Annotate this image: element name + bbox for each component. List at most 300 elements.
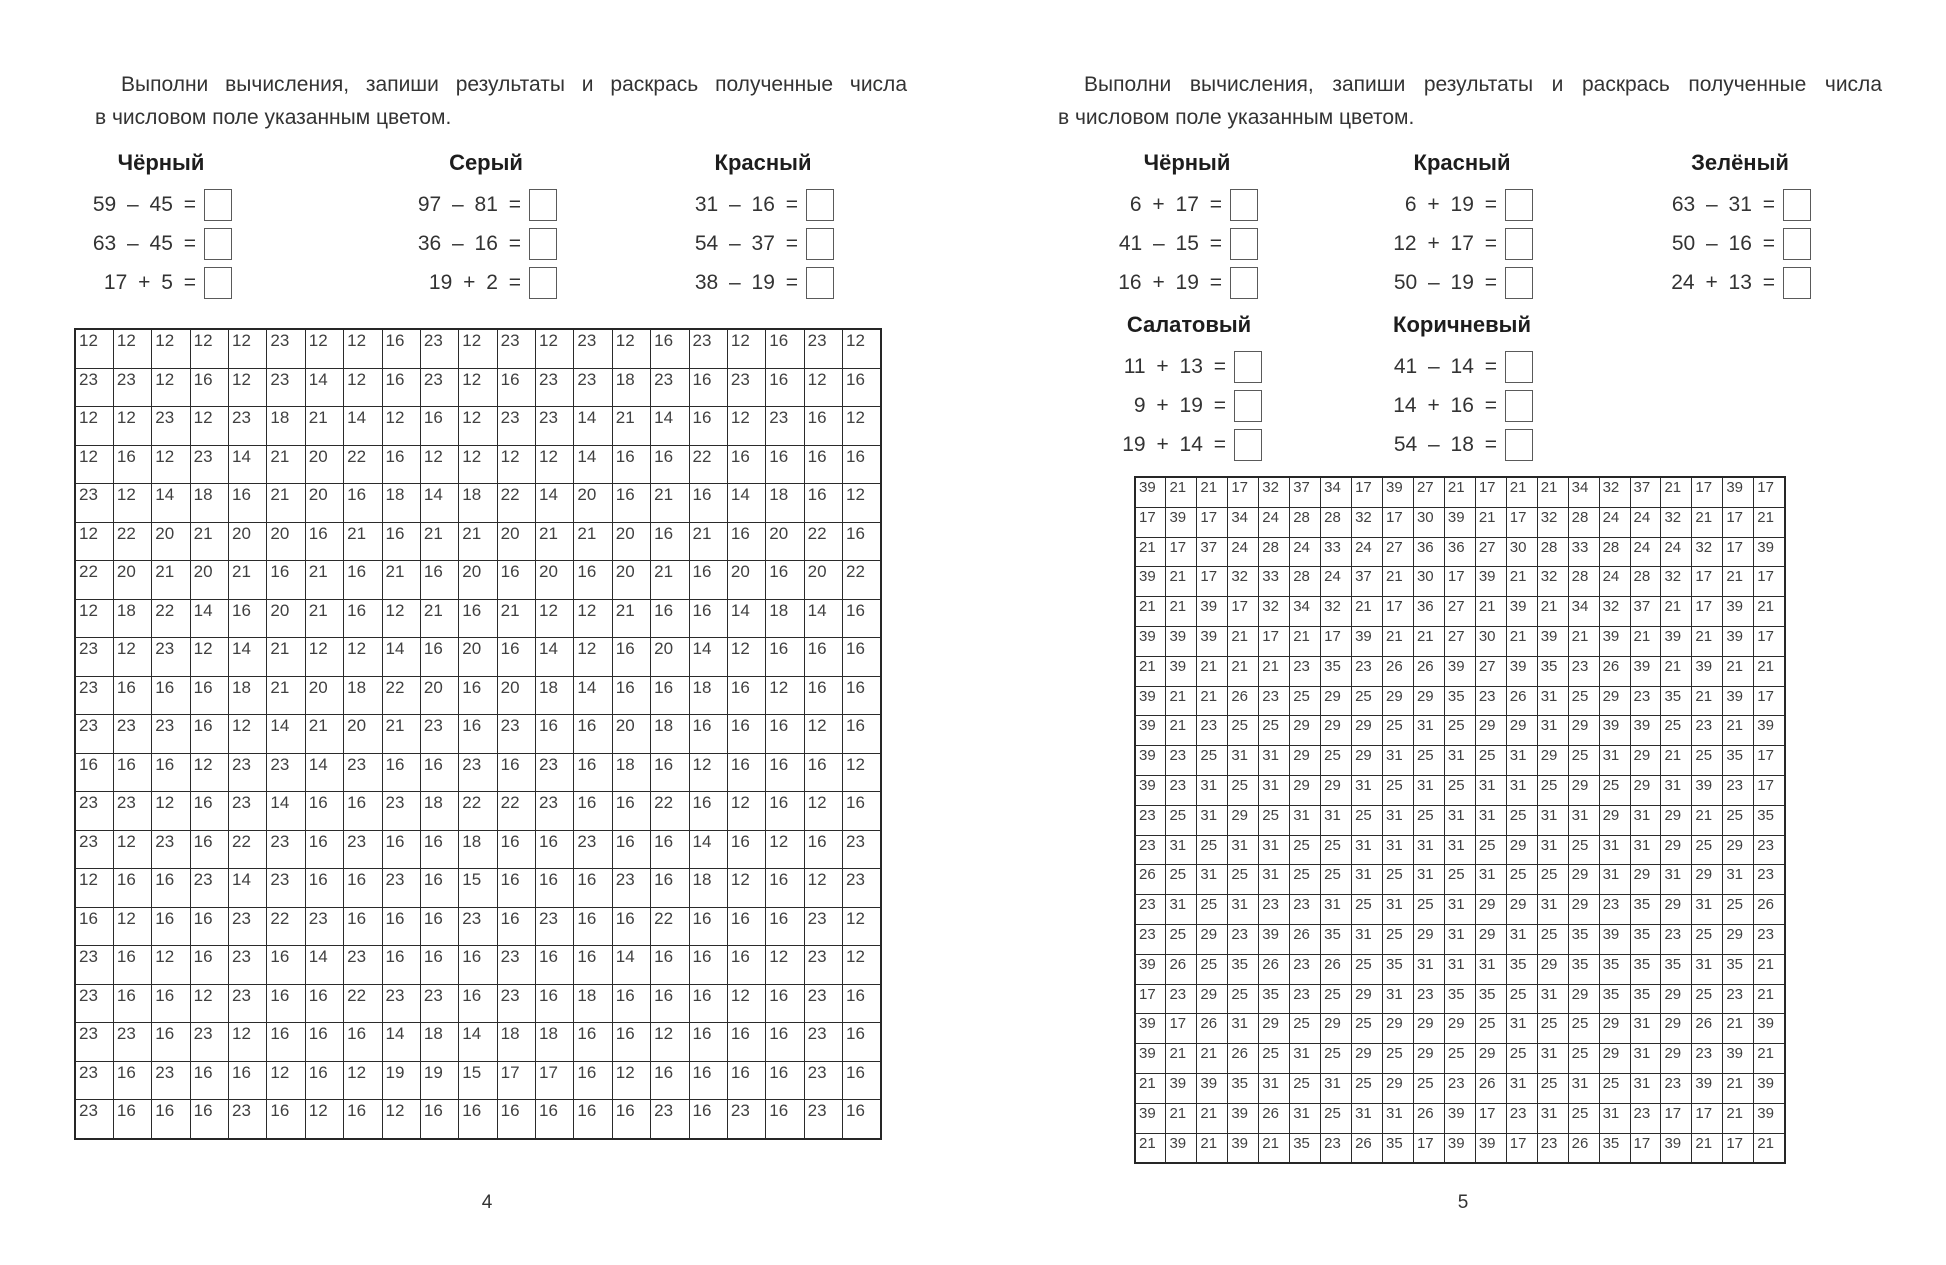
grid-cell[interactable]: 31 <box>1537 805 1568 835</box>
grid-cell[interactable]: 16 <box>612 984 650 1023</box>
grid-cell[interactable]: 34 <box>1290 597 1321 627</box>
grid-cell[interactable]: 12 <box>190 329 228 368</box>
grid-cell[interactable]: 25 <box>1228 984 1259 1014</box>
grid-cell[interactable]: 16 <box>651 869 689 908</box>
grid-cell[interactable]: 16 <box>727 715 765 754</box>
grid-cell[interactable]: 21 <box>305 715 343 754</box>
grid-cell[interactable]: 31 <box>1228 1014 1259 1044</box>
grid-cell[interactable]: 17 <box>1754 567 1785 597</box>
grid-cell[interactable]: 23 <box>804 907 842 946</box>
grid-cell[interactable]: 16 <box>190 676 228 715</box>
grid-cell[interactable]: 23 <box>497 715 535 754</box>
grid-cell[interactable]: 23 <box>536 407 574 446</box>
grid-cell[interactable]: 12 <box>843 484 882 523</box>
grid-cell[interactable]: 23 <box>1754 865 1785 895</box>
grid-cell[interactable]: 16 <box>574 1023 612 1062</box>
grid-cell[interactable]: 21 <box>1661 597 1692 627</box>
grid-cell[interactable]: 25 <box>1383 1044 1414 1074</box>
grid-cell[interactable]: 21 <box>1630 626 1661 656</box>
grid-cell[interactable]: 24 <box>1630 507 1661 537</box>
grid-cell[interactable]: 16 <box>574 907 612 946</box>
grid-cell[interactable]: 12 <box>727 869 765 908</box>
grid-cell[interactable]: 16 <box>305 869 343 908</box>
grid-cell[interactable]: 16 <box>420 946 458 985</box>
grid-cell[interactable]: 22 <box>497 792 535 831</box>
grid-cell[interactable]: 17 <box>1135 984 1166 1014</box>
answer-box[interactable] <box>529 228 557 260</box>
grid-cell[interactable]: 28 <box>1537 537 1568 567</box>
grid-cell[interactable]: 23 <box>190 869 228 908</box>
grid-cell[interactable]: 39 <box>1135 477 1166 507</box>
grid-cell[interactable]: 12 <box>382 599 420 638</box>
grid-cell[interactable]: 12 <box>843 753 882 792</box>
grid-cell[interactable]: 23 <box>1754 835 1785 865</box>
grid-cell[interactable]: 39 <box>1135 1014 1166 1044</box>
grid-cell[interactable]: 25 <box>1352 895 1383 925</box>
grid-cell[interactable]: 31 <box>1413 865 1444 895</box>
answer-box[interactable] <box>1230 267 1258 299</box>
grid-cell[interactable]: 31 <box>1661 775 1692 805</box>
grid-cell[interactable]: 39 <box>1135 1044 1166 1074</box>
grid-cell[interactable]: 14 <box>344 407 382 446</box>
grid-cell[interactable]: 39 <box>1444 656 1475 686</box>
grid-cell[interactable]: 23 <box>420 368 458 407</box>
grid-cell[interactable]: 21 <box>1228 626 1259 656</box>
grid-cell[interactable]: 16 <box>612 907 650 946</box>
grid-cell[interactable]: 16 <box>113 1100 151 1139</box>
answer-box[interactable] <box>1505 267 1533 299</box>
grid-cell[interactable]: 21 <box>574 522 612 561</box>
grid-cell[interactable]: 17 <box>1754 775 1785 805</box>
grid-cell[interactable]: 29 <box>1599 686 1630 716</box>
grid-cell[interactable]: 12 <box>574 599 612 638</box>
grid-cell[interactable]: 23 <box>1290 895 1321 925</box>
grid-cell[interactable]: 39 <box>1135 567 1166 597</box>
grid-cell[interactable]: 16 <box>229 1061 267 1100</box>
grid-cell[interactable]: 30 <box>1413 567 1444 597</box>
grid-cell[interactable]: 17 <box>1661 1103 1692 1133</box>
grid-cell[interactable]: 14 <box>305 753 343 792</box>
grid-cell[interactable]: 20 <box>344 715 382 754</box>
grid-cell[interactable]: 31 <box>1197 775 1228 805</box>
grid-cell[interactable]: 39 <box>1166 1133 1197 1163</box>
grid-cell[interactable]: 12 <box>727 984 765 1023</box>
grid-cell[interactable]: 26 <box>1321 954 1352 984</box>
grid-cell[interactable]: 16 <box>574 1061 612 1100</box>
grid-cell[interactable]: 16 <box>804 676 842 715</box>
grid-cell[interactable]: 22 <box>459 792 497 831</box>
grid-cell[interactable]: 16 <box>420 638 458 677</box>
grid-cell[interactable]: 31 <box>1723 865 1754 895</box>
grid-cell[interactable]: 23 <box>1135 924 1166 954</box>
grid-cell[interactable]: 21 <box>1135 1073 1166 1103</box>
grid-cell[interactable]: 16 <box>420 869 458 908</box>
grid-cell[interactable]: 23 <box>1444 1073 1475 1103</box>
grid-cell[interactable]: 20 <box>766 522 804 561</box>
grid-cell[interactable]: 23 <box>1661 924 1692 954</box>
grid-cell[interactable]: 23 <box>113 715 151 754</box>
grid-cell[interactable]: 12 <box>75 407 113 446</box>
grid-cell[interactable]: 15 <box>459 1061 497 1100</box>
grid-cell[interactable]: 29 <box>1537 746 1568 776</box>
grid-cell[interactable]: 26 <box>1166 954 1197 984</box>
grid-cell[interactable]: 25 <box>1413 895 1444 925</box>
grid-cell[interactable]: 23 <box>1630 686 1661 716</box>
grid-cell[interactable]: 24 <box>1352 537 1383 567</box>
grid-cell[interactable]: 29 <box>1259 1014 1290 1044</box>
grid-cell[interactable]: 36 <box>1413 537 1444 567</box>
grid-cell[interactable]: 21 <box>267 445 305 484</box>
answer-box[interactable] <box>204 228 232 260</box>
grid-cell[interactable]: 16 <box>843 984 882 1023</box>
grid-cell[interactable]: 35 <box>1661 954 1692 984</box>
grid-cell[interactable]: 21 <box>1506 477 1537 507</box>
grid-cell[interactable]: 16 <box>689 984 727 1023</box>
grid-cell[interactable]: 16 <box>804 445 842 484</box>
grid-cell[interactable]: 18 <box>766 599 804 638</box>
grid-cell[interactable]: 12 <box>75 599 113 638</box>
grid-cell[interactable]: 16 <box>574 869 612 908</box>
grid-cell[interactable]: 21 <box>1506 567 1537 597</box>
grid-cell[interactable]: 16 <box>152 676 190 715</box>
grid-cell[interactable]: 16 <box>382 946 420 985</box>
grid-cell[interactable]: 14 <box>382 638 420 677</box>
grid-cell[interactable]: 18 <box>267 407 305 446</box>
grid-cell[interactable]: 22 <box>75 561 113 600</box>
grid-cell[interactable]: 29 <box>1197 984 1228 1014</box>
grid-cell[interactable]: 14 <box>267 715 305 754</box>
grid-cell[interactable]: 21 <box>1723 1014 1754 1044</box>
grid-cell[interactable]: 12 <box>113 638 151 677</box>
grid-cell[interactable]: 25 <box>1568 1014 1599 1044</box>
grid-cell[interactable]: 16 <box>612 484 650 523</box>
grid-cell[interactable]: 23 <box>1630 1103 1661 1133</box>
grid-cell[interactable]: 12 <box>843 946 882 985</box>
grid-cell[interactable]: 29 <box>1352 1044 1383 1074</box>
grid-cell[interactable]: 16 <box>651 329 689 368</box>
grid-cell[interactable]: 22 <box>382 676 420 715</box>
grid-cell[interactable]: 16 <box>766 329 804 368</box>
grid-cell[interactable]: 29 <box>1661 895 1692 925</box>
grid-cell[interactable]: 17 <box>1506 1133 1537 1163</box>
grid-cell[interactable]: 26 <box>1259 954 1290 984</box>
grid-cell[interactable]: 21 <box>305 407 343 446</box>
grid-cell[interactable]: 26 <box>1259 1103 1290 1133</box>
grid-cell[interactable]: 18 <box>612 753 650 792</box>
grid-cell[interactable]: 31 <box>1444 835 1475 865</box>
grid-cell[interactable]: 25 <box>1506 865 1537 895</box>
grid-cell[interactable]: 16 <box>229 484 267 523</box>
grid-cell[interactable]: 23 <box>804 1023 842 1062</box>
grid-cell[interactable]: 21 <box>1754 984 1785 1014</box>
answer-box[interactable] <box>1505 390 1533 422</box>
grid-cell[interactable]: 24 <box>1228 537 1259 567</box>
grid-cell[interactable]: 16 <box>344 869 382 908</box>
grid-cell[interactable]: 31 <box>1692 895 1723 925</box>
grid-cell[interactable]: 39 <box>1135 746 1166 776</box>
grid-cell[interactable]: 16 <box>651 445 689 484</box>
grid-cell[interactable]: 21 <box>1166 716 1197 746</box>
answer-box[interactable] <box>1230 228 1258 260</box>
grid-cell[interactable]: 24 <box>1321 567 1352 597</box>
grid-cell[interactable]: 31 <box>1413 835 1444 865</box>
grid-cell[interactable]: 12 <box>152 792 190 831</box>
grid-cell[interactable]: 29 <box>1383 1073 1414 1103</box>
grid-cell[interactable]: 28 <box>1321 507 1352 537</box>
grid-cell[interactable]: 23 <box>152 715 190 754</box>
grid-cell[interactable]: 23 <box>75 1061 113 1100</box>
grid-cell[interactable]: 12 <box>727 792 765 831</box>
grid-cell[interactable]: 12 <box>612 1061 650 1100</box>
grid-cell[interactable]: 32 <box>1352 507 1383 537</box>
grid-cell[interactable]: 21 <box>305 561 343 600</box>
grid-cell[interactable]: 12 <box>459 407 497 446</box>
grid-cell[interactable]: 23 <box>536 907 574 946</box>
grid-cell[interactable]: 17 <box>1754 746 1785 776</box>
grid-cell[interactable]: 31 <box>1537 716 1568 746</box>
grid-cell[interactable]: 12 <box>344 368 382 407</box>
grid-cell[interactable]: 23 <box>75 984 113 1023</box>
grid-cell[interactable]: 16 <box>382 830 420 869</box>
grid-cell[interactable]: 31 <box>1599 865 1630 895</box>
grid-cell[interactable]: 21 <box>1352 597 1383 627</box>
grid-cell[interactable]: 29 <box>1599 805 1630 835</box>
grid-cell[interactable]: 25 <box>1228 865 1259 895</box>
grid-cell[interactable]: 25 <box>1537 924 1568 954</box>
grid-cell[interactable]: 31 <box>1506 775 1537 805</box>
grid-cell[interactable]: 16 <box>574 715 612 754</box>
grid-cell[interactable]: 23 <box>75 1023 113 1062</box>
grid-cell[interactable]: 22 <box>651 907 689 946</box>
grid-cell[interactable]: 34 <box>1228 507 1259 537</box>
grid-cell[interactable]: 23 <box>1259 895 1290 925</box>
grid-cell[interactable]: 36 <box>1413 597 1444 627</box>
grid-cell[interactable]: 26 <box>1692 1014 1723 1044</box>
grid-cell[interactable]: 39 <box>1754 537 1785 567</box>
grid-cell[interactable]: 20 <box>229 522 267 561</box>
grid-cell[interactable]: 14 <box>305 368 343 407</box>
grid-cell[interactable]: 23 <box>727 1100 765 1139</box>
grid-cell[interactable]: 29 <box>1661 835 1692 865</box>
grid-cell[interactable]: 23 <box>75 715 113 754</box>
answer-box[interactable] <box>529 267 557 299</box>
grid-cell[interactable]: 35 <box>1599 984 1630 1014</box>
grid-cell[interactable]: 28 <box>1290 567 1321 597</box>
grid-cell[interactable]: 29 <box>1506 716 1537 746</box>
grid-cell[interactable]: 25 <box>1228 716 1259 746</box>
grid-cell[interactable]: 12 <box>344 1061 382 1100</box>
grid-cell[interactable]: 16 <box>190 907 228 946</box>
grid-cell[interactable]: 27 <box>1444 597 1475 627</box>
grid-cell[interactable]: 29 <box>1568 775 1599 805</box>
grid-cell[interactable]: 18 <box>689 869 727 908</box>
grid-cell[interactable]: 16 <box>843 445 882 484</box>
grid-cell[interactable]: 25 <box>1197 895 1228 925</box>
grid-cell[interactable]: 20 <box>305 484 343 523</box>
grid-cell[interactable]: 37 <box>1352 567 1383 597</box>
grid-cell[interactable]: 21 <box>1661 477 1692 507</box>
grid-cell[interactable]: 31 <box>1444 895 1475 925</box>
grid-cell[interactable]: 29 <box>1475 924 1506 954</box>
grid-cell[interactable]: 14 <box>229 638 267 677</box>
grid-cell[interactable]: 25 <box>1413 1073 1444 1103</box>
grid-cell[interactable]: 23 <box>267 869 305 908</box>
grid-cell[interactable]: 16 <box>536 830 574 869</box>
grid-cell[interactable]: 17 <box>1692 1103 1723 1133</box>
grid-cell[interactable]: 35 <box>1506 954 1537 984</box>
grid-cell[interactable]: 12 <box>382 407 420 446</box>
grid-cell[interactable]: 25 <box>1537 1014 1568 1044</box>
grid-cell[interactable]: 21 <box>1692 805 1723 835</box>
grid-cell[interactable]: 16 <box>305 984 343 1023</box>
grid-cell[interactable]: 17 <box>1259 626 1290 656</box>
grid-cell[interactable]: 22 <box>651 792 689 831</box>
grid-cell[interactable]: 16 <box>689 484 727 523</box>
grid-cell[interactable]: 39 <box>1754 1014 1785 1044</box>
grid-cell[interactable]: 17 <box>1723 507 1754 537</box>
grid-cell[interactable]: 16 <box>727 830 765 869</box>
grid-cell[interactable]: 21 <box>229 561 267 600</box>
grid-cell[interactable]: 21 <box>536 522 574 561</box>
answer-box[interactable] <box>204 267 232 299</box>
grid-cell[interactable]: 21 <box>1568 626 1599 656</box>
grid-cell[interactable]: 35 <box>1228 1073 1259 1103</box>
grid-cell[interactable]: 34 <box>1568 477 1599 507</box>
grid-cell[interactable]: 16 <box>804 484 842 523</box>
grid-cell[interactable]: 16 <box>382 522 420 561</box>
grid-cell[interactable]: 26 <box>1135 865 1166 895</box>
grid-cell[interactable]: 23 <box>152 830 190 869</box>
grid-cell[interactable]: 32 <box>1259 477 1290 507</box>
grid-cell[interactable]: 29 <box>1228 805 1259 835</box>
grid-cell[interactable]: 20 <box>574 484 612 523</box>
grid-cell[interactable]: 21 <box>1754 1133 1785 1163</box>
grid-cell[interactable]: 29 <box>1475 895 1506 925</box>
grid-cell[interactable]: 14 <box>190 599 228 638</box>
grid-cell[interactable]: 12 <box>459 329 497 368</box>
grid-cell[interactable]: 28 <box>1599 537 1630 567</box>
grid-cell[interactable]: 16 <box>651 676 689 715</box>
grid-cell[interactable]: 17 <box>1754 626 1785 656</box>
grid-cell[interactable]: 16 <box>843 1023 882 1062</box>
grid-cell[interactable]: 39 <box>1723 597 1754 627</box>
grid-cell[interactable]: 23 <box>1290 984 1321 1014</box>
grid-cell[interactable]: 23 <box>229 792 267 831</box>
grid-cell[interactable]: 16 <box>344 561 382 600</box>
answer-box[interactable] <box>1234 390 1262 422</box>
grid-cell[interactable]: 31 <box>1444 924 1475 954</box>
grid-cell[interactable]: 12 <box>612 329 650 368</box>
grid-cell[interactable]: 29 <box>1475 716 1506 746</box>
grid-cell[interactable]: 25 <box>1692 746 1723 776</box>
grid-cell[interactable]: 12 <box>420 445 458 484</box>
grid-cell[interactable]: 16 <box>113 753 151 792</box>
grid-cell[interactable]: 17 <box>1197 567 1228 597</box>
grid-cell[interactable]: 23 <box>190 445 228 484</box>
grid-cell[interactable]: 21 <box>1166 477 1197 507</box>
grid-cell[interactable]: 18 <box>574 984 612 1023</box>
grid-cell[interactable]: 21 <box>651 561 689 600</box>
grid-cell[interactable]: 16 <box>152 907 190 946</box>
grid-cell[interactable]: 23 <box>459 753 497 792</box>
grid-cell[interactable]: 24 <box>1599 507 1630 537</box>
grid-cell[interactable]: 23 <box>1352 656 1383 686</box>
grid-cell[interactable]: 16 <box>344 907 382 946</box>
grid-cell[interactable]: 32 <box>1537 507 1568 537</box>
grid-cell[interactable]: 25 <box>1506 1044 1537 1074</box>
grid-cell[interactable]: 14 <box>152 484 190 523</box>
grid-cell[interactable]: 16 <box>305 792 343 831</box>
grid-cell[interactable]: 14 <box>459 1023 497 1062</box>
grid-cell[interactable]: 16 <box>267 1100 305 1139</box>
grid-cell[interactable]: 16 <box>843 368 882 407</box>
grid-cell[interactable]: 25 <box>1537 865 1568 895</box>
grid-cell[interactable]: 16 <box>574 561 612 600</box>
grid-cell[interactable]: 19 <box>420 1061 458 1100</box>
grid-cell[interactable]: 23 <box>1166 775 1197 805</box>
grid-cell[interactable]: 16 <box>459 715 497 754</box>
grid-cell[interactable]: 31 <box>1599 835 1630 865</box>
grid-cell[interactable]: 16 <box>612 638 650 677</box>
grid-cell[interactable]: 31 <box>1599 1103 1630 1133</box>
grid-cell[interactable]: 12 <box>651 1023 689 1062</box>
grid-cell[interactable]: 16 <box>766 445 804 484</box>
grid-cell[interactable]: 12 <box>229 715 267 754</box>
grid-cell[interactable]: 16 <box>459 1100 497 1139</box>
grid-cell[interactable]: 22 <box>113 522 151 561</box>
grid-cell[interactable]: 21 <box>382 561 420 600</box>
grid-cell[interactable]: 25 <box>1228 775 1259 805</box>
grid-cell[interactable]: 22 <box>344 445 382 484</box>
grid-cell[interactable]: 25 <box>1383 924 1414 954</box>
grid-cell[interactable]: 17 <box>1135 507 1166 537</box>
grid-cell[interactable]: 25 <box>1352 805 1383 835</box>
grid-cell[interactable]: 23 <box>804 984 842 1023</box>
grid-cell[interactable]: 12 <box>459 445 497 484</box>
grid-cell[interactable]: 21 <box>1166 597 1197 627</box>
answer-box[interactable] <box>1234 351 1262 383</box>
grid-cell[interactable]: 21 <box>1661 746 1692 776</box>
grid-cell[interactable]: 18 <box>536 676 574 715</box>
grid-cell[interactable]: 12 <box>229 329 267 368</box>
grid-cell[interactable]: 37 <box>1630 597 1661 627</box>
grid-cell[interactable]: 16 <box>382 445 420 484</box>
grid-cell[interactable]: 31 <box>1228 895 1259 925</box>
grid-cell[interactable]: 29 <box>1352 746 1383 776</box>
grid-cell[interactable]: 16 <box>612 830 650 869</box>
grid-cell[interactable]: 16 <box>305 1023 343 1062</box>
grid-cell[interactable]: 12 <box>190 753 228 792</box>
grid-cell[interactable]: 35 <box>1568 924 1599 954</box>
grid-cell[interactable]: 35 <box>1259 984 1290 1014</box>
grid-cell[interactable]: 16 <box>804 830 842 869</box>
grid-cell[interactable]: 21 <box>267 484 305 523</box>
grid-cell[interactable]: 21 <box>1754 1044 1785 1074</box>
grid-cell[interactable]: 25 <box>1290 1014 1321 1044</box>
grid-cell[interactable]: 16 <box>843 1100 882 1139</box>
grid-cell[interactable]: 21 <box>1506 626 1537 656</box>
grid-cell[interactable]: 31 <box>1321 895 1352 925</box>
grid-cell[interactable]: 29 <box>1352 716 1383 746</box>
grid-cell[interactable]: 29 <box>1321 686 1352 716</box>
grid-cell[interactable]: 37 <box>1630 477 1661 507</box>
grid-cell[interactable]: 14 <box>305 946 343 985</box>
grid-cell[interactable]: 39 <box>1444 1103 1475 1133</box>
grid-cell[interactable]: 23 <box>804 946 842 985</box>
grid-cell[interactable]: 16 <box>459 946 497 985</box>
grid-cell[interactable]: 25 <box>1475 835 1506 865</box>
grid-cell[interactable]: 25 <box>1383 716 1414 746</box>
